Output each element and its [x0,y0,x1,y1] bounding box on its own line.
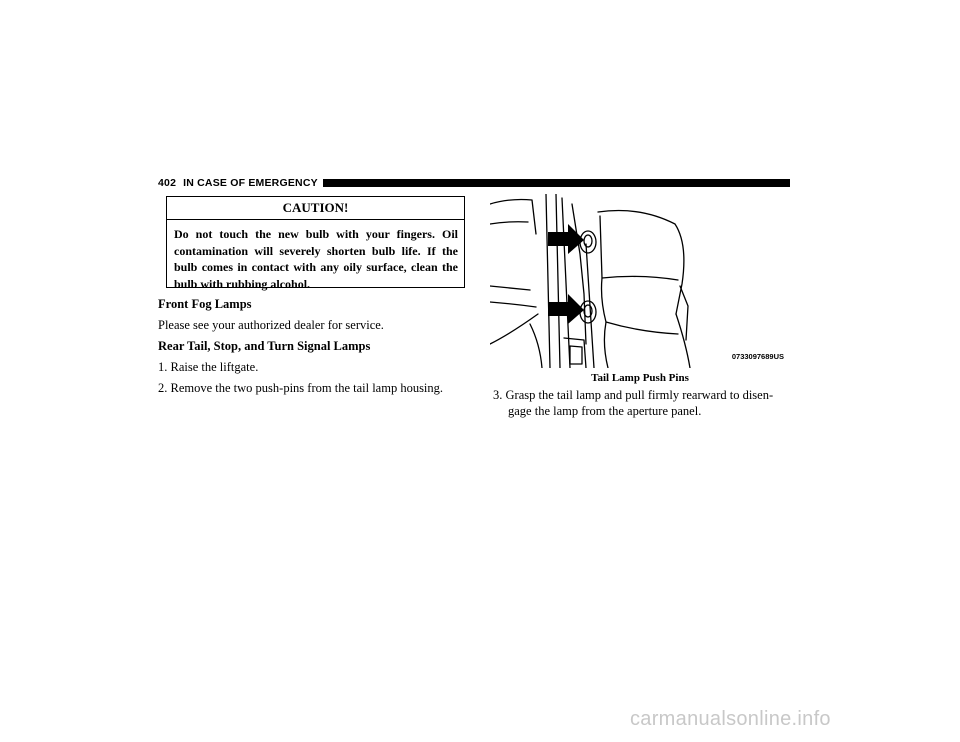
step-3-line-2: gage the lamp from the aperture panel. [508,404,702,418]
step-3 [493,387,790,419]
figure-caption: Tail Lamp Push Pins [591,372,689,384]
arrow-right-icon [548,294,584,324]
caution-box [166,196,465,291]
caution-title: CAUTION! [167,197,464,220]
section-title: IN CASE OF EMERGENCY [183,177,318,189]
page-number: 402 [158,177,177,189]
step-3-line-1: 3. Grasp the tail lamp and pull firmly rearward to disen- [493,388,774,402]
tail-lamp-figure [490,194,790,368]
front-fog-text: Please see your authorized dealer for service. [158,318,384,332]
figure-code: 0733097689US [731,352,784,361]
watermark: carmanualsonline.info [630,708,831,730]
rear-lamps-heading: Rear Tail, Stop, and Turn Signal Lamps [158,339,371,353]
tail-lamp-illustration [490,194,790,368]
page-header [158,176,790,190]
caution-text: Do not touch the new bulb with your fingers. Oil contamination will severely shorten bulb life. If the bulb comes in contact with any oily surface, clean the bulb with rubbing alcohol. [174,227,458,291]
arrow-right-icon [548,224,584,254]
header-rule [323,179,790,187]
step-1: 1. Raise the liftgate. [158,360,259,374]
front-fog-heading: Front Fog Lamps [158,297,252,311]
step-2: 2. Remove the two push-pins from the tail lamp housing. [158,381,444,395]
